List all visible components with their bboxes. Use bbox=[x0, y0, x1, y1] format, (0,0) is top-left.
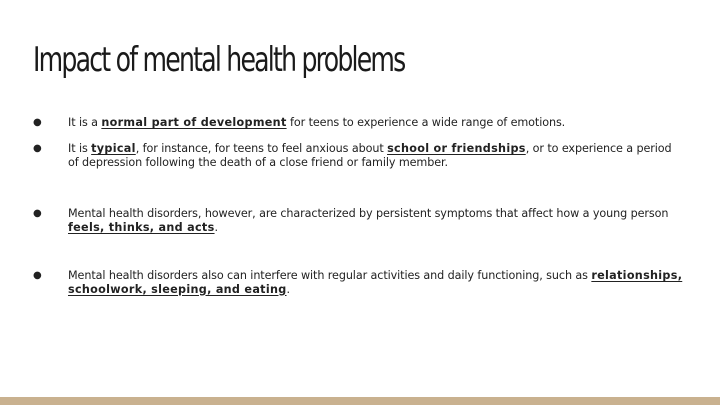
emphasis-text: normal part of development bbox=[101, 116, 287, 129]
bullet-text-segment: Mental health disorders also can interfere with regular activities and daily functioning, such as bbox=[68, 269, 592, 282]
bullet-text-segment: . bbox=[286, 282, 290, 296]
bullet-text-segment: . bbox=[214, 220, 219, 234]
bullet-item bbox=[33, 207, 683, 234]
bullet-text bbox=[68, 142, 683, 169]
emphasis-text: feels, thinks, and acts bbox=[68, 220, 215, 234]
bullet-dot-icon: ● bbox=[33, 117, 42, 128]
bullet-text bbox=[68, 116, 683, 130]
bullet-text bbox=[68, 269, 683, 296]
bullet-dot-icon: ● bbox=[33, 143, 42, 154]
bullet-item bbox=[33, 142, 683, 169]
bullet-item bbox=[33, 116, 683, 130]
bullet-text-segment: , or to experience a period of depression following the death of a close friend or family member. bbox=[68, 142, 672, 169]
bullet-text-segment: It is bbox=[68, 142, 92, 155]
emphasis-text: typical bbox=[91, 142, 136, 155]
bullet-dot-icon: ● bbox=[33, 270, 42, 281]
emphasis-text: relationships, schoolwork, sleeping, and eating bbox=[68, 269, 683, 296]
bullet-text bbox=[68, 207, 683, 234]
bullet-dot-icon: ● bbox=[33, 208, 42, 219]
bullet-text-segment: It is a bbox=[68, 116, 102, 129]
bullet-text-segment: Mental health disorders, however, are characterized by persistent symptoms that affect how a young person bbox=[68, 207, 669, 220]
emphasis-text: school or friendships bbox=[387, 142, 526, 155]
slide-title: Impact of mental health problems bbox=[33, 40, 405, 80]
bullet-text-segment: for teens to experience a wide range of emotions. bbox=[286, 116, 566, 129]
footer-accent-bar bbox=[0, 397, 720, 405]
bullet-item bbox=[33, 269, 683, 296]
bullet-text-segment: , for instance, for teens to feel anxious about bbox=[135, 142, 388, 155]
